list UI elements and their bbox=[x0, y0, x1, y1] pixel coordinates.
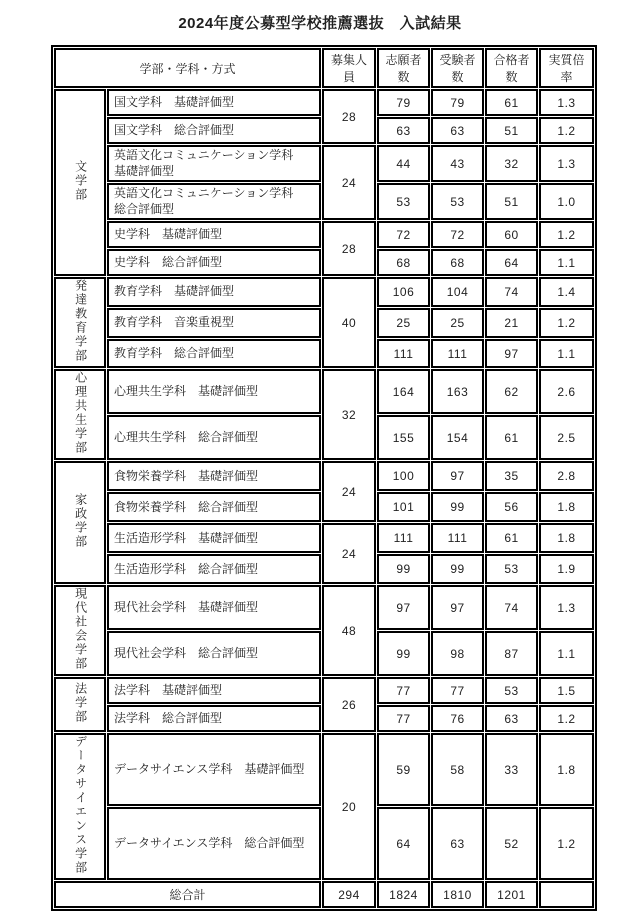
quota-cell: 24 bbox=[322, 145, 376, 220]
applicants-cell: 111 bbox=[377, 523, 430, 553]
accepted-cell: 87 bbox=[485, 631, 538, 676]
table-row bbox=[54, 221, 594, 248]
applicants-cell: 25 bbox=[377, 308, 430, 338]
dept-cell: 食物栄養学科 総合評価型 bbox=[107, 492, 321, 522]
ratio-cell: 1.2 bbox=[539, 807, 594, 880]
examinees-cell: 68 bbox=[431, 249, 484, 276]
ratio-cell: 1.2 bbox=[539, 705, 594, 732]
header-group: 学部・学科・方式 bbox=[54, 48, 321, 88]
table-row bbox=[54, 733, 594, 806]
table-row bbox=[54, 369, 594, 414]
dept-cell: 史学科 総合評価型 bbox=[107, 249, 321, 276]
applicants-cell: 164 bbox=[377, 369, 430, 414]
accepted-cell: 61 bbox=[485, 415, 538, 460]
ratio-cell: 1.2 bbox=[539, 117, 594, 144]
ratio-cell: 1.4 bbox=[539, 277, 594, 307]
examinees-cell: 111 bbox=[431, 523, 484, 553]
accepted-cell: 62 bbox=[485, 369, 538, 414]
faculty-cell bbox=[54, 677, 106, 732]
ratio-cell: 2.5 bbox=[539, 415, 594, 460]
faculty-label: データサイエンス学部 bbox=[73, 735, 88, 876]
accepted-cell: 56 bbox=[485, 492, 538, 522]
applicants-cell: 68 bbox=[377, 249, 430, 276]
ratio-cell: 1.3 bbox=[539, 585, 594, 630]
header-quota: 募集人員 bbox=[322, 48, 376, 88]
applicants-cell: 111 bbox=[377, 339, 430, 369]
table-row bbox=[54, 89, 594, 116]
ratio-cell: 1.2 bbox=[539, 221, 594, 248]
examinees-cell: 99 bbox=[431, 492, 484, 522]
dept-cell: 心理共生学科 総合評価型 bbox=[107, 415, 321, 460]
quota-cell: 48 bbox=[322, 585, 376, 676]
dept-cell: 国文学科 基礎評価型 bbox=[107, 89, 321, 116]
examinees-cell: 53 bbox=[431, 183, 484, 220]
dept-cell: 英語文化コミュニケーション学科 基礎評価型 bbox=[107, 145, 321, 182]
table-header-row bbox=[54, 48, 594, 88]
quota-cell: 20 bbox=[322, 733, 376, 880]
applicants-cell: 53 bbox=[377, 183, 430, 220]
applicants-cell: 63 bbox=[377, 117, 430, 144]
quota-cell: 24 bbox=[322, 523, 376, 584]
quota-cell: 28 bbox=[322, 89, 376, 144]
dept-cell: 生活造形学科 基礎評価型 bbox=[107, 523, 321, 553]
faculty-label: 法学部 bbox=[73, 682, 88, 725]
examinees-cell: 98 bbox=[431, 631, 484, 676]
accepted-cell: 74 bbox=[485, 277, 538, 307]
dept-cell: データサイエンス学科 総合評価型 bbox=[107, 807, 321, 880]
ratio-cell: 1.1 bbox=[539, 249, 594, 276]
quota-cell: 28 bbox=[322, 221, 376, 276]
total-label-cell: 総合計 bbox=[54, 881, 321, 908]
quota-cell: 26 bbox=[322, 677, 376, 732]
examinees-cell: 58 bbox=[431, 733, 484, 806]
ratio-cell: 2.8 bbox=[539, 461, 594, 491]
applicants-cell: 77 bbox=[377, 705, 430, 732]
accepted-cell: 97 bbox=[485, 339, 538, 369]
dept-cell: 国文学科 総合評価型 bbox=[107, 117, 321, 144]
quota-cell: 40 bbox=[322, 277, 376, 368]
examinees-cell: 25 bbox=[431, 308, 484, 338]
dept-cell: 教育学科 総合評価型 bbox=[107, 339, 321, 369]
header-applicants: 志願者数 bbox=[377, 48, 430, 88]
examinees-cell: 79 bbox=[431, 89, 484, 116]
table-row bbox=[54, 677, 594, 704]
faculty-cell bbox=[54, 277, 106, 368]
faculty-cell bbox=[54, 585, 106, 676]
dept-cell: 法学科 基礎評価型 bbox=[107, 677, 321, 704]
accepted-cell: 60 bbox=[485, 221, 538, 248]
accepted-cell: 61 bbox=[485, 523, 538, 553]
examinees-cell: 111 bbox=[431, 339, 484, 369]
dept-cell: 生活造形学科 総合評価型 bbox=[107, 554, 321, 584]
faculty-label: 文学部 bbox=[73, 160, 88, 203]
dept-cell: 現代社会学科 基礎評価型 bbox=[107, 585, 321, 630]
table-total-row bbox=[54, 881, 594, 908]
examinees-cell: 77 bbox=[431, 677, 484, 704]
accepted-cell: 53 bbox=[485, 677, 538, 704]
faculty-cell bbox=[54, 461, 106, 584]
table-row bbox=[54, 523, 594, 553]
examinees-cell: 97 bbox=[431, 461, 484, 491]
faculty-label: 発達教育学部 bbox=[73, 279, 88, 364]
dept-cell: 心理共生学科 基礎評価型 bbox=[107, 369, 321, 414]
examinees-cell: 163 bbox=[431, 369, 484, 414]
applicants-cell: 77 bbox=[377, 677, 430, 704]
faculty-cell bbox=[54, 733, 106, 880]
dept-cell: 史学科 基礎評価型 bbox=[107, 221, 321, 248]
accepted-cell: 51 bbox=[485, 117, 538, 144]
faculty-label: 心理共生学部 bbox=[73, 371, 88, 456]
faculty-label: 現代社会学部 bbox=[73, 587, 88, 672]
examinees-cell: 72 bbox=[431, 221, 484, 248]
applicants-cell: 72 bbox=[377, 221, 430, 248]
admission-results-table bbox=[51, 45, 597, 911]
ratio-cell: 1.9 bbox=[539, 554, 594, 584]
ratio-cell: 1.8 bbox=[539, 492, 594, 522]
accepted-cell: 74 bbox=[485, 585, 538, 630]
applicants-cell: 99 bbox=[377, 554, 430, 584]
dept-cell: 教育学科 音楽重視型 bbox=[107, 308, 321, 338]
applicants-cell: 106 bbox=[377, 277, 430, 307]
total-applicants-cell: 1824 bbox=[377, 881, 430, 908]
dept-cell: 現代社会学科 総合評価型 bbox=[107, 631, 321, 676]
examinees-cell: 76 bbox=[431, 705, 484, 732]
table-row bbox=[54, 585, 594, 630]
ratio-cell: 1.3 bbox=[539, 145, 594, 182]
applicants-cell: 44 bbox=[377, 145, 430, 182]
accepted-cell: 61 bbox=[485, 89, 538, 116]
accepted-cell: 51 bbox=[485, 183, 538, 220]
faculty-cell bbox=[54, 369, 106, 460]
page-title: 2024年度公募型学校推薦選抜 入試結果 bbox=[178, 15, 462, 32]
ratio-cell: 1.0 bbox=[539, 183, 594, 220]
applicants-cell: 97 bbox=[377, 585, 430, 630]
examinees-cell: 104 bbox=[431, 277, 484, 307]
header-ratio: 実質倍率 bbox=[539, 48, 594, 88]
dept-cell: データサイエンス学科 基礎評価型 bbox=[107, 733, 321, 806]
applicants-cell: 64 bbox=[377, 807, 430, 880]
examinees-cell: 43 bbox=[431, 145, 484, 182]
ratio-cell: 1.5 bbox=[539, 677, 594, 704]
examinees-cell: 97 bbox=[431, 585, 484, 630]
ratio-cell: 1.8 bbox=[539, 733, 594, 806]
applicants-cell: 99 bbox=[377, 631, 430, 676]
accepted-cell: 35 bbox=[485, 461, 538, 491]
table-row bbox=[54, 461, 594, 491]
table-row bbox=[54, 145, 594, 182]
examinees-cell: 63 bbox=[431, 117, 484, 144]
table-row bbox=[54, 277, 594, 307]
applicants-cell: 101 bbox=[377, 492, 430, 522]
dept-cell: 法学科 総合評価型 bbox=[107, 705, 321, 732]
applicants-cell: 155 bbox=[377, 415, 430, 460]
dept-cell: 英語文化コミュニケーション学科 総合評価型 bbox=[107, 183, 321, 220]
accepted-cell: 64 bbox=[485, 249, 538, 276]
faculty-label: 家政学部 bbox=[73, 493, 88, 550]
ratio-cell: 1.8 bbox=[539, 523, 594, 553]
applicants-cell: 79 bbox=[377, 89, 430, 116]
ratio-cell: 2.6 bbox=[539, 369, 594, 414]
ratio-cell: 1.1 bbox=[539, 631, 594, 676]
quota-cell: 24 bbox=[322, 461, 376, 522]
examinees-cell: 99 bbox=[431, 554, 484, 584]
total-ratio-cell bbox=[539, 881, 594, 908]
ratio-cell: 1.2 bbox=[539, 308, 594, 338]
total-examinees-cell: 1810 bbox=[431, 881, 484, 908]
total-quota-cell: 294 bbox=[322, 881, 376, 908]
dept-cell: 食物栄養学科 基礎評価型 bbox=[107, 461, 321, 491]
header-examinees: 受験者数 bbox=[431, 48, 484, 88]
accepted-cell: 21 bbox=[485, 308, 538, 338]
examinees-cell: 154 bbox=[431, 415, 484, 460]
accepted-cell: 33 bbox=[485, 733, 538, 806]
accepted-cell: 53 bbox=[485, 554, 538, 584]
dept-cell: 教育学科 基礎評価型 bbox=[107, 277, 321, 307]
accepted-cell: 32 bbox=[485, 145, 538, 182]
accepted-cell: 63 bbox=[485, 705, 538, 732]
quota-cell: 32 bbox=[322, 369, 376, 460]
applicants-cell: 100 bbox=[377, 461, 430, 491]
ratio-cell: 1.1 bbox=[539, 339, 594, 369]
applicants-cell: 59 bbox=[377, 733, 430, 806]
accepted-cell: 52 bbox=[485, 807, 538, 880]
faculty-cell bbox=[54, 89, 106, 276]
header-accepted: 合格者数 bbox=[485, 48, 538, 88]
total-accepted-cell: 1201 bbox=[485, 881, 538, 908]
ratio-cell: 1.3 bbox=[539, 89, 594, 116]
examinees-cell: 63 bbox=[431, 807, 484, 880]
